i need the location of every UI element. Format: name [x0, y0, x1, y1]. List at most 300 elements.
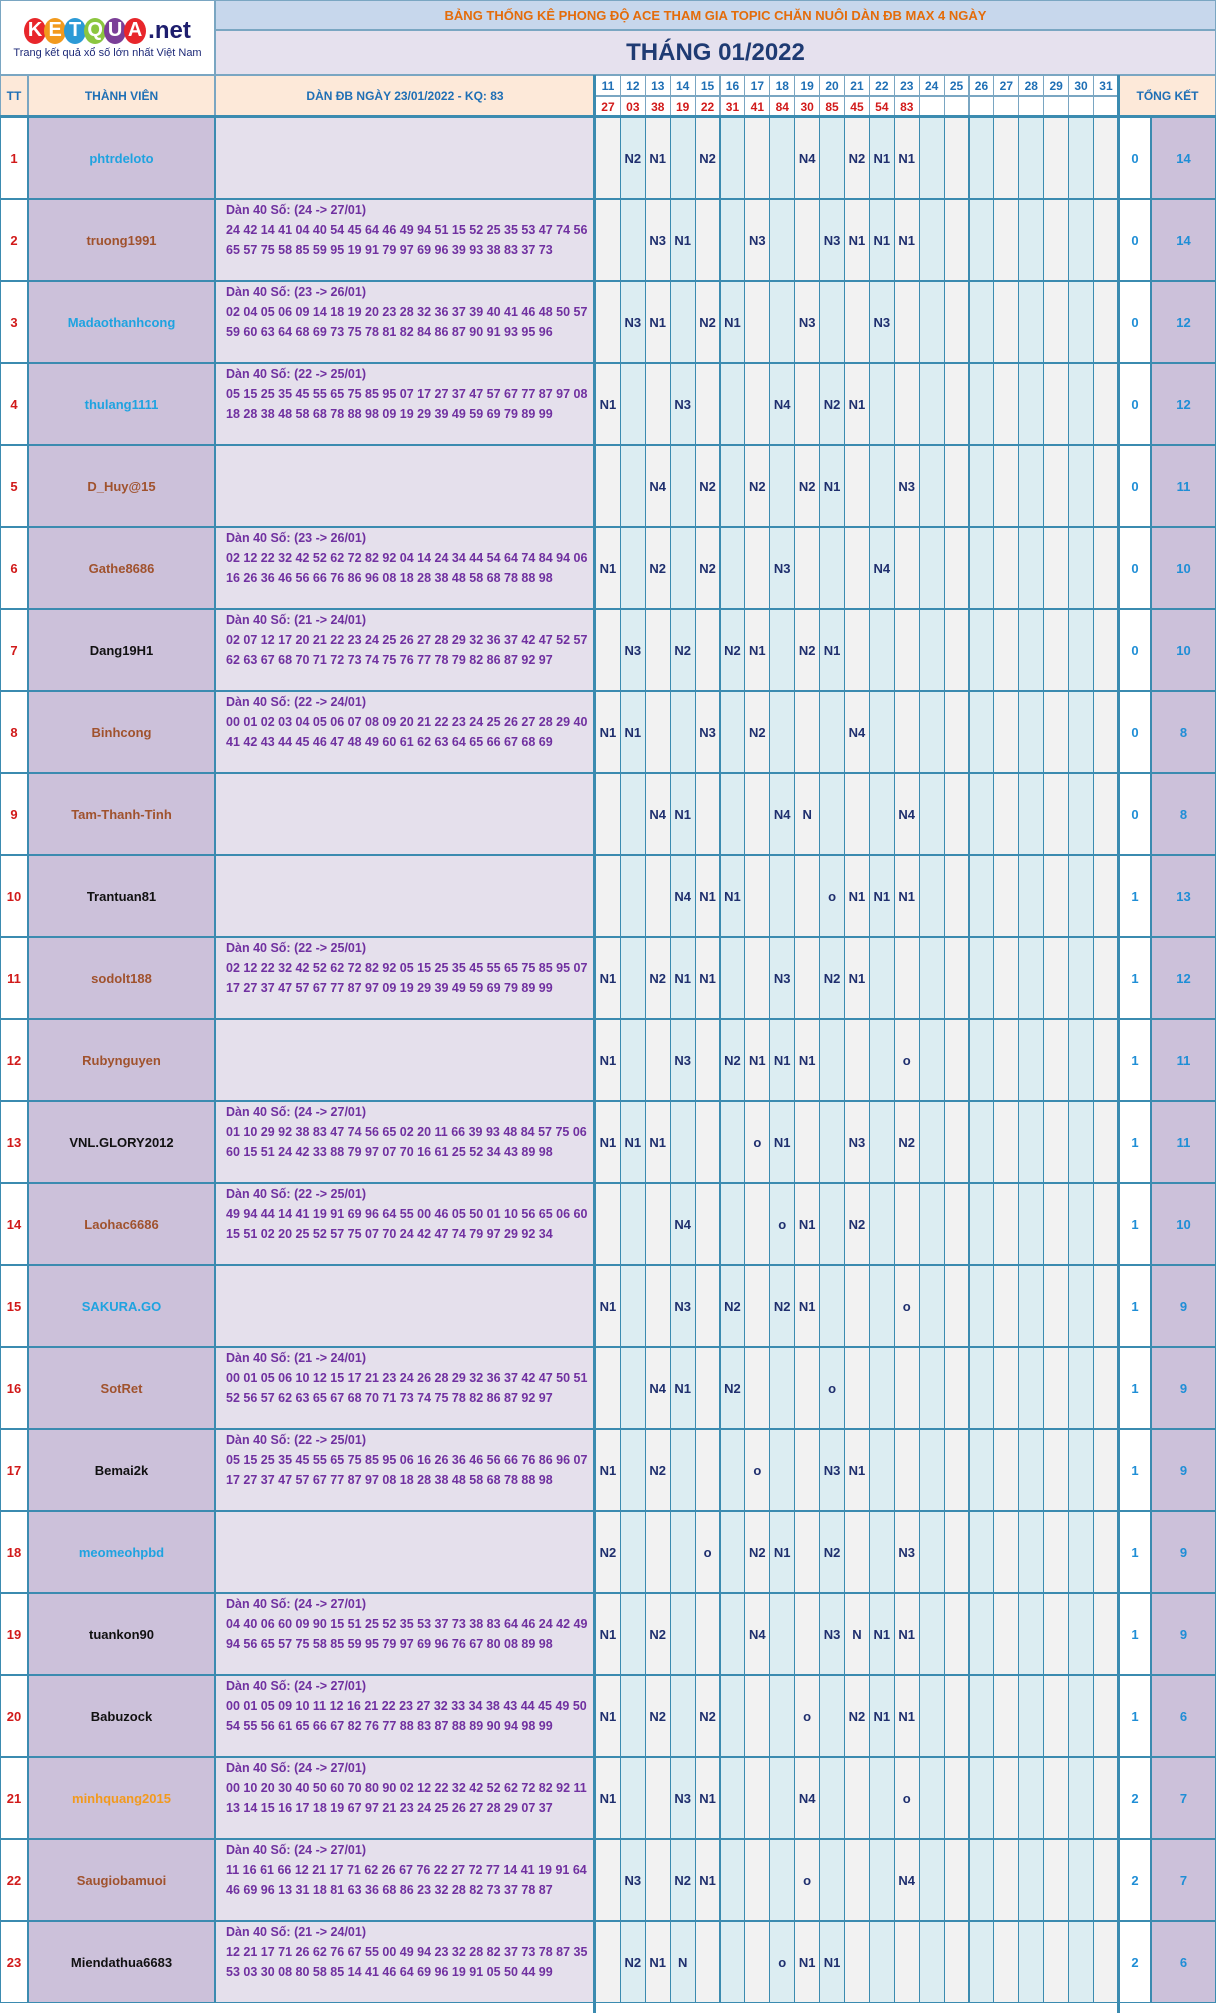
table-row: [0, 527, 1216, 609]
day-cell-24: [919, 1511, 945, 1593]
day-cell-21: N2: [844, 1183, 870, 1265]
day-cell-22: [869, 1265, 895, 1347]
dan-line: 59 60 63 64 68 69 73 75 78 81 82 84 86 87 90 91 93 95 96: [226, 325, 553, 339]
day-cell-26: [969, 1101, 995, 1183]
day-cell-16: [720, 1757, 746, 1839]
day-cell-30: [1068, 1593, 1094, 1675]
table-row: [0, 855, 1216, 937]
member-name[interactable]: Rubynguyen: [28, 1019, 215, 1101]
dan-line: 13 14 15 16 17 18 19 67 97 21 23 24 25 26 27 28 29 07 37: [226, 1801, 553, 1815]
day-cell-29: [1043, 445, 1069, 527]
day-cell-14: N1: [670, 1347, 696, 1429]
day-cell-27: [993, 1347, 1019, 1429]
day-cell-24: [919, 691, 945, 773]
day-cell-31: [1093, 1265, 1119, 1347]
day-cell-17: N4: [744, 1593, 770, 1675]
day-cell-19: [794, 527, 820, 609]
day-cell-19: [794, 199, 820, 281]
result-21: 45: [844, 96, 870, 117]
day-cell-19: [794, 1429, 820, 1511]
day-cell-11: [595, 1921, 621, 2003]
day-cell-19: N1: [794, 1265, 820, 1347]
day-cell-31: [1093, 527, 1119, 609]
day-cell-23: [894, 1183, 920, 1265]
day-cell-11: [595, 855, 621, 937]
dan-line: 18 28 38 48 58 68 78 88 98 09 19 29 39 49 59 69 79 89 99: [226, 407, 553, 421]
total-score: 8: [1151, 773, 1216, 855]
day-cell-26: [969, 1265, 995, 1347]
day-cell-25: [944, 691, 970, 773]
total-hits: 1: [1119, 855, 1151, 937]
day-cell-13: N2: [645, 937, 671, 1019]
day-cell-29: [1043, 1265, 1069, 1347]
ketqua-logo[interactable]: [0, 0, 215, 75]
total-score: 6: [1151, 1921, 1216, 2003]
member-name[interactable]: minhquang2015: [28, 1757, 215, 1839]
member-name[interactable]: Binhcong: [28, 691, 215, 773]
day-cell-29: [1043, 117, 1069, 199]
day-cell-17: N2: [744, 1511, 770, 1593]
header-member: THÀNH VIÊN: [28, 75, 215, 117]
day-cell-20: o: [819, 855, 845, 937]
day-cell-12: [620, 1429, 646, 1511]
row-number: 10: [0, 855, 28, 937]
day-cell-14: N3: [670, 1265, 696, 1347]
result-25: [944, 96, 970, 117]
day-cell-18: [769, 691, 795, 773]
day-cell-30: [1068, 527, 1094, 609]
day-cell-30: [1068, 1429, 1094, 1511]
day-cell-28: [1018, 1183, 1044, 1265]
day-cell-15: [695, 1347, 721, 1429]
day-cell-25: [944, 1511, 970, 1593]
day-cell-13: N3: [645, 199, 671, 281]
result-20: 85: [819, 96, 845, 117]
day-cell-18: [769, 117, 795, 199]
day-cell-18: N4: [769, 773, 795, 855]
day-cell-31: [1093, 281, 1119, 363]
day-cell-20: [819, 691, 845, 773]
day-cell-20: [819, 773, 845, 855]
total-hits: 2: [1119, 1839, 1151, 1921]
day-cell-28: [1018, 1675, 1044, 1757]
day-cell-27: [993, 1101, 1019, 1183]
day-cell-29: [1043, 937, 1069, 1019]
day-cell-29: [1043, 1511, 1069, 1593]
day-cell-13: N1: [645, 1101, 671, 1183]
result-26: [969, 96, 995, 117]
day-cell-20: [819, 117, 845, 199]
day-cell-16: N2: [720, 1265, 746, 1347]
table-row: [0, 773, 1216, 855]
day-cell-16: N1: [720, 281, 746, 363]
total-hits: 1: [1119, 1429, 1151, 1511]
total-score: 14: [1151, 199, 1216, 281]
day-cell-15: [695, 199, 721, 281]
dan-line: 02 04 05 06 09 14 18 19 20 23 28 32 36 37 39 40 41 46 48 50 57: [226, 305, 588, 319]
day-cell-27: [993, 1839, 1019, 1921]
day-cell-18: N2: [769, 1265, 795, 1347]
member-name[interactable]: SAKURA.GO: [28, 1265, 215, 1347]
day-cell-22: [869, 609, 895, 691]
result-24: [919, 96, 945, 117]
day-cell-28: [1018, 1347, 1044, 1429]
day-cell-28: [1018, 199, 1044, 281]
day-cell-16: [720, 1921, 746, 2003]
day-cell-17: [744, 1757, 770, 1839]
day-cell-13: [645, 1511, 671, 1593]
day-cell-30: [1068, 1265, 1094, 1347]
header-dan: DÀN ĐB NGÀY 23/01/2022 - KQ: 83: [215, 75, 595, 117]
day-cell-16: N1: [720, 855, 746, 937]
day-cell-30: [1068, 855, 1094, 937]
day-cell-16: [720, 445, 746, 527]
day-cell-14: [670, 1593, 696, 1675]
day-cell-24: [919, 281, 945, 363]
day-cell-11: [595, 609, 621, 691]
day-cell-22: N4: [869, 527, 895, 609]
day-31: 31: [1093, 75, 1119, 96]
day-cell-28: [1018, 1265, 1044, 1347]
day-cell-27: [993, 937, 1019, 1019]
day-cell-16: N2: [720, 609, 746, 691]
day-cell-24: [919, 1265, 945, 1347]
day-cell-19: N1: [794, 1183, 820, 1265]
day-cell-18: [769, 281, 795, 363]
day-cell-25: [944, 527, 970, 609]
total-hits: 1: [1119, 1265, 1151, 1347]
day-cell-28: [1018, 937, 1044, 1019]
day-cell-31: [1093, 1101, 1119, 1183]
day-cell-27: [993, 527, 1019, 609]
table-row: [0, 199, 1216, 281]
day-cell-16: [720, 363, 746, 445]
day-cell-22: [869, 1183, 895, 1265]
day-cell-17: [744, 1921, 770, 2003]
table-row: [0, 937, 1216, 1019]
member-name[interactable]: meomeohpbd: [28, 1511, 215, 1593]
dan-title: Dàn 40 Số: (24 -> 27/01): [226, 1761, 366, 1775]
member-name[interactable]: Dang19H1: [28, 609, 215, 691]
member-name[interactable]: Laohac6686: [28, 1183, 215, 1265]
day-cell-19: N: [794, 773, 820, 855]
day-cell-12: N2: [620, 117, 646, 199]
day-cell-26: [969, 1757, 995, 1839]
result-15: 22: [695, 96, 721, 117]
day-cell-18: [769, 199, 795, 281]
day-cell-21: [844, 281, 870, 363]
dan-line: 41 42 43 44 45 46 47 48 49 60 61 62 63 64 65 66 67 68 69: [226, 735, 553, 749]
total-hits: 2: [1119, 1921, 1151, 2003]
day-cell-30: [1068, 199, 1094, 281]
day-cell-13: [645, 1757, 671, 1839]
day-cell-27: [993, 281, 1019, 363]
member-name[interactable]: SotRet: [28, 1347, 215, 1429]
day-cell-25: [944, 1019, 970, 1101]
day-cell-17: [744, 1347, 770, 1429]
day-cell-26: [969, 1839, 995, 1921]
day-cell-12: N2: [620, 1921, 646, 2003]
day-cell-25: [944, 1429, 970, 1511]
day-cell-21: N2: [844, 117, 870, 199]
day-cell-21: [844, 1511, 870, 1593]
day-cell-12: N1: [620, 691, 646, 773]
day-cell-17: o: [744, 1429, 770, 1511]
day-cell-18: N3: [769, 937, 795, 1019]
day-cell-29: [1043, 1183, 1069, 1265]
day-cell-20: N2: [819, 1511, 845, 1593]
day-cell-14: [670, 1429, 696, 1511]
day-cell-30: [1068, 1921, 1094, 2003]
day-cell-24: [919, 937, 945, 1019]
member-name[interactable]: sodolt188: [28, 937, 215, 1019]
day-cell-15: N1: [695, 1839, 721, 1921]
day-cell-25: [944, 609, 970, 691]
day-cell-19: [794, 1347, 820, 1429]
total-score: 12: [1151, 281, 1216, 363]
day-cell-13: N1: [645, 1921, 671, 2003]
day-cell-14: N1: [670, 773, 696, 855]
day-cell-19: [794, 1511, 820, 1593]
day-cell-20: [819, 1101, 845, 1183]
dan-line: 05 15 25 35 45 55 65 75 85 95 06 16 26 36 46 56 66 76 86 96 07: [226, 1453, 588, 1467]
day-cell-15: N3: [695, 691, 721, 773]
logo-letter: E: [44, 18, 66, 44]
total-score: 9: [1151, 1347, 1216, 1429]
day-cell-17: [744, 117, 770, 199]
total-hits: 1: [1119, 1675, 1151, 1757]
total-score: 10: [1151, 527, 1216, 609]
day-cell-12: N3: [620, 609, 646, 691]
day-cell-24: [919, 609, 945, 691]
row-number: 7: [0, 609, 28, 691]
member-name[interactable]: VNL.GLORY2012: [28, 1101, 215, 1183]
day-cell-22: N1: [869, 199, 895, 281]
day-cell-15: N1: [695, 937, 721, 1019]
day-cell-16: [720, 937, 746, 1019]
dan-numbers: [215, 691, 595, 773]
day-cell-18: N1: [769, 1511, 795, 1593]
day-cell-23: N1: [894, 199, 920, 281]
day-cell-11: [595, 281, 621, 363]
day-cell-16: [720, 1839, 746, 1921]
logo-wordmark: [24, 17, 191, 45]
day-cell-20: [819, 1019, 845, 1101]
day-cell-23: N1: [894, 1675, 920, 1757]
day-cell-19: [794, 363, 820, 445]
dan-line: 54 55 56 61 65 66 67 82 76 77 88 83 87 88 89 90 94 98 99: [226, 1719, 553, 1733]
day-cell-19: [794, 1593, 820, 1675]
member-name[interactable]: D_Huy@15: [28, 445, 215, 527]
day-cell-16: [720, 527, 746, 609]
day-cell-11: [595, 773, 621, 855]
day-cell-30: [1068, 1757, 1094, 1839]
table-row: [0, 281, 1216, 363]
dan-line: 00 01 02 03 04 05 06 07 08 09 20 21 22 23 24 25 26 27 28 29 40: [226, 715, 588, 729]
day-cell-17: N1: [744, 609, 770, 691]
member-name[interactable]: phtrdeloto: [28, 117, 215, 199]
row-number: 19: [0, 1593, 28, 1675]
day-cell-20: [819, 281, 845, 363]
row-number: 20: [0, 1675, 28, 1757]
dan-line: 02 12 22 32 42 52 62 72 82 92 04 14 24 34 44 54 64 74 84 94 06: [226, 551, 588, 565]
logo-letter: A: [124, 18, 146, 44]
row-number: 6: [0, 527, 28, 609]
day-cell-20: [819, 1675, 845, 1757]
day-cell-26: [969, 773, 995, 855]
day-cell-26: [969, 1593, 995, 1675]
day-cell-26: [969, 527, 995, 609]
day-cell-12: [620, 1265, 646, 1347]
dan-numbers: [215, 199, 595, 281]
day-cell-19: [794, 855, 820, 937]
member-name[interactable]: tuankon90: [28, 1593, 215, 1675]
day-cell-19: [794, 1101, 820, 1183]
member-name[interactable]: Trantuan81: [28, 855, 215, 937]
day-cell-11: N1: [595, 1757, 621, 1839]
total-score: 11: [1151, 445, 1216, 527]
member-name[interactable]: truong1991: [28, 199, 215, 281]
day-cell-23: [894, 937, 920, 1019]
member-name[interactable]: Tam-Thanh-Tinh: [28, 773, 215, 855]
day-cell-31: [1093, 937, 1119, 1019]
day-cell-15: [695, 1265, 721, 1347]
day-cell-15: [695, 773, 721, 855]
day-cell-22: [869, 773, 895, 855]
day-cell-18: [769, 1429, 795, 1511]
day-11: 11: [595, 75, 621, 96]
day-cell-25: [944, 445, 970, 527]
day-cell-26: [969, 445, 995, 527]
day-cell-28: [1018, 1511, 1044, 1593]
day-cell-29: [1043, 1347, 1069, 1429]
day-cell-29: [1043, 1675, 1069, 1757]
day-cell-21: [844, 1347, 870, 1429]
day-cell-13: [645, 691, 671, 773]
dan-title: Dàn 40 Số: (24 -> 27/01): [226, 1105, 366, 1119]
day-cell-13: N2: [645, 527, 671, 609]
day-cell-27: [993, 1183, 1019, 1265]
day-30: 30: [1068, 75, 1094, 96]
day-cell-27: [993, 1921, 1019, 2003]
day-cell-24: [919, 773, 945, 855]
day-cell-14: N3: [670, 1019, 696, 1101]
row-number: 1: [0, 117, 28, 199]
day-cell-12: N1: [620, 1101, 646, 1183]
dan-line: 46 69 96 13 31 18 81 63 36 68 86 23 32 28 82 73 37 78 87: [226, 1883, 553, 1897]
day-cell-14: [670, 1101, 696, 1183]
dan-title: Dàn 40 Số: (24 -> 27/01): [226, 1597, 366, 1611]
day-cell-18: N4: [769, 363, 795, 445]
day-cell-17: [744, 855, 770, 937]
day-cell-20: N1: [819, 1921, 845, 2003]
result-31: [1093, 96, 1119, 117]
day-cell-23: [894, 1429, 920, 1511]
day-cell-18: [769, 1347, 795, 1429]
day-cell-22: [869, 1839, 895, 1921]
day-cell-25: [944, 1839, 970, 1921]
member-name[interactable]: Babuzock: [28, 1675, 215, 1757]
day-cell-16: [720, 1511, 746, 1593]
day-cell-30: [1068, 773, 1094, 855]
day-22: 22: [869, 75, 895, 96]
dan-line: 04 40 06 60 09 90 15 51 25 52 35 53 37 73 38 83 64 46 24 42 49: [226, 1617, 588, 1631]
dan-title: Dàn 40 Số: (24 -> 27/01): [226, 1843, 366, 1857]
day-cell-27: [993, 445, 1019, 527]
day-cell-15: N1: [695, 1757, 721, 1839]
member-name[interactable]: thulang1111: [28, 363, 215, 445]
total-score: 11: [1151, 1019, 1216, 1101]
day-cell-20: [819, 1265, 845, 1347]
day-cell-29: [1043, 855, 1069, 937]
dan-title: Dàn 40 Số: (21 -> 24/01): [226, 613, 366, 627]
day-cell-13: [645, 1839, 671, 1921]
member-name[interactable]: Saugiobamuoi: [28, 1839, 215, 1921]
dan-numbers: [215, 1429, 595, 1511]
day-cell-20: N2: [819, 363, 845, 445]
member-name[interactable]: Miendathua6683: [28, 1921, 215, 2003]
day-cell-18: [769, 445, 795, 527]
day-cell-18: [769, 1593, 795, 1675]
dan-line: 65 57 75 58 85 59 95 19 91 79 97 69 96 39 93 38 83 37 73: [226, 243, 553, 257]
day-cell-11: [595, 1347, 621, 1429]
day-cell-14: N: [670, 1921, 696, 2003]
day-cell-12: [620, 199, 646, 281]
dan-line: 17 27 37 47 57 67 77 87 97 09 19 29 39 49 59 69 79 89 99: [226, 981, 553, 995]
day-cell-27: [993, 1675, 1019, 1757]
day-cell-18: [769, 1675, 795, 1757]
day-cell-19: N3: [794, 281, 820, 363]
table-row: [0, 1757, 1216, 1839]
day-cell-27: [993, 1511, 1019, 1593]
total-hits: 1: [1119, 937, 1151, 1019]
day-cell-25: [944, 1593, 970, 1675]
day-cell-12: [620, 773, 646, 855]
member-name[interactable]: Gathe8686: [28, 527, 215, 609]
total-hits: 0: [1119, 773, 1151, 855]
day-cell-26: [969, 855, 995, 937]
day-cell-11: N1: [595, 1675, 621, 1757]
day-cell-11: [595, 1183, 621, 1265]
day-cell-24: [919, 445, 945, 527]
total-hits: 1: [1119, 1511, 1151, 1593]
member-name[interactable]: Bemai2k: [28, 1429, 215, 1511]
total-score: 7: [1151, 1757, 1216, 1839]
day-cell-21: [844, 445, 870, 527]
day-cell-29: [1043, 1019, 1069, 1101]
dan-line: 24 42 14 41 04 40 54 45 64 46 49 94 51 15 52 25 35 53 47 74 56: [226, 223, 588, 237]
dan-line: 49 94 44 14 41 19 91 69 96 64 55 00 46 05 50 01 10 56 65 06 60: [226, 1207, 588, 1221]
logo-letter: Q: [84, 18, 106, 44]
day-cell-27: [993, 691, 1019, 773]
day-cell-29: [1043, 363, 1069, 445]
day-cell-23: N2: [894, 1101, 920, 1183]
total-hits: 1: [1119, 1101, 1151, 1183]
member-name[interactable]: Madaothanhcong: [28, 281, 215, 363]
day-cell-17: [744, 1675, 770, 1757]
day-cell-11: N2: [595, 1511, 621, 1593]
day-cell-31: [1093, 691, 1119, 773]
result-28: [1018, 96, 1044, 117]
logo-letter: K: [24, 18, 46, 44]
day-cell-27: [993, 1019, 1019, 1101]
day-cell-16: [720, 1183, 746, 1265]
day-cell-31: [1093, 1347, 1119, 1429]
day-cell-15: [695, 363, 721, 445]
dan-numbers: [215, 281, 595, 363]
day-cell-19: N1: [794, 1019, 820, 1101]
day-cell-28: [1018, 1101, 1044, 1183]
